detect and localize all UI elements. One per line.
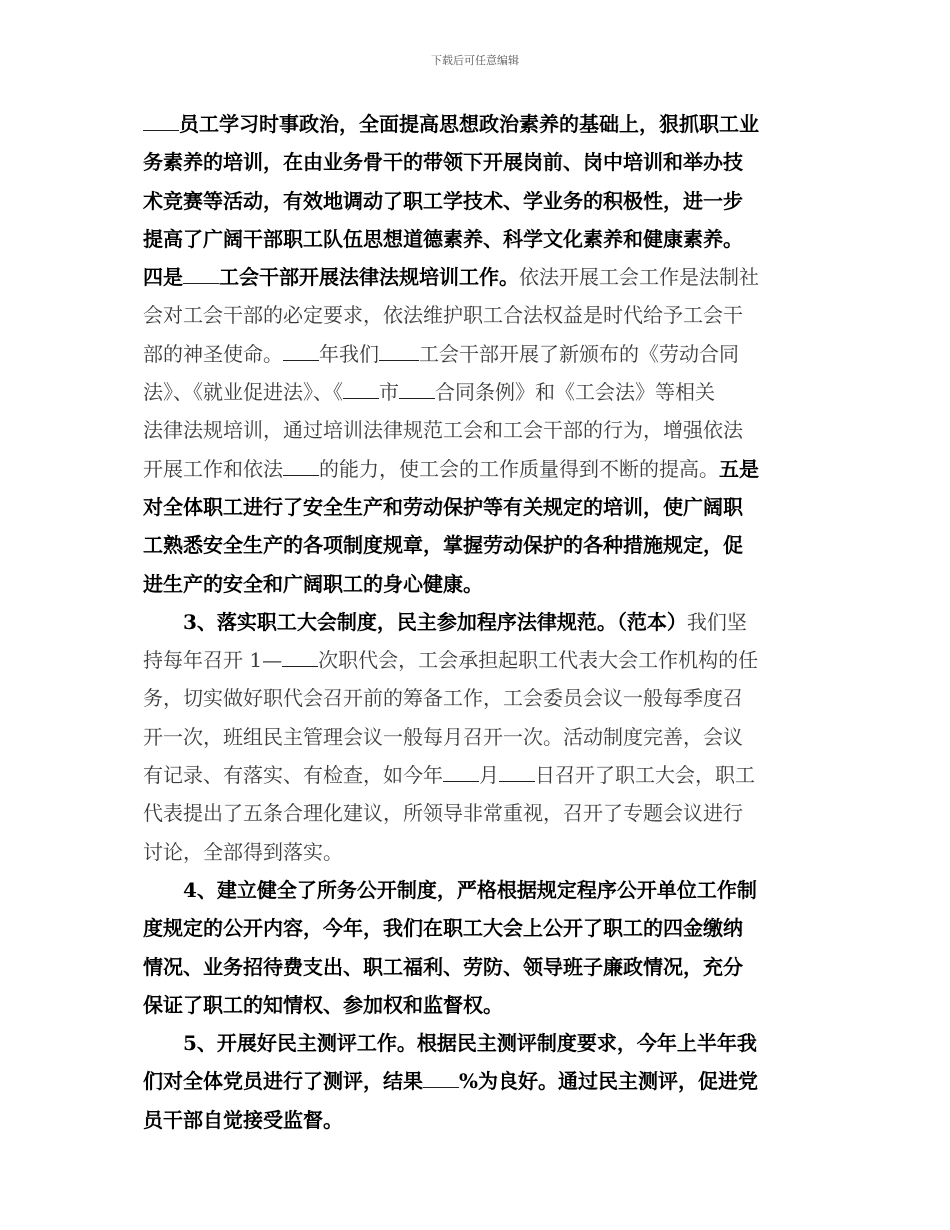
text-segment: 情况、业务招待费支出、职工福利、劳防、领导班子廉政情况，充分 [143, 954, 743, 979]
text-line [143, 143, 813, 181]
fill-in-blank [399, 380, 435, 399]
text-segment: 开一次，班组民主管理会议一般每月召开一次。活动制度完善，会议 [143, 724, 743, 749]
text-line [143, 411, 813, 449]
text-line [143, 871, 813, 909]
text-line [143, 335, 813, 373]
text-segment: 员工学习时事政治，全面提高思想政治素养的基础上，狠抓职工业 [179, 112, 759, 136]
text-segment: 工会干部开展法律法规培训工作。 [219, 265, 519, 290]
text-line [143, 756, 813, 794]
text-segment: 务，切实做好职代会召开前的筹备工作，工会委员会议一般每季度召 [143, 686, 743, 711]
text-line [143, 679, 813, 717]
text-line [143, 1062, 813, 1100]
text-segment: 持每年召开 1— [143, 648, 283, 673]
text-line [143, 565, 813, 603]
fill-in-blank [283, 457, 319, 476]
text-segment: 会对工会干部的必定要求，依法维护职工合法权益是时代给予工会干 [143, 303, 743, 328]
text-segment: 年我们 [319, 341, 379, 366]
text-line [143, 296, 813, 334]
text-line [143, 105, 813, 143]
fill-in-blank [379, 342, 419, 361]
text-segment: %为良好。通过民主测评，促进党 [459, 1069, 759, 1094]
text-segment: 度规定的公开内容，今年，我们在职工大会上公开了职工的四金缴纳 [143, 916, 743, 941]
text-segment: 工熟悉安全生产的各项制度规章，掌握劳动保护的各种措施规定，促 [143, 533, 743, 558]
text-segment: 五是 [719, 456, 759, 481]
text-segment: 术竞赛等活动，有效地调动了职工学技术、学业务的积极性，进一步 [143, 188, 743, 213]
text-line [143, 794, 813, 832]
text-segment: 进生产的安全和广阔职工的身心健康。 [143, 571, 483, 596]
text-line [143, 833, 813, 871]
text-line [143, 373, 813, 411]
fill-in-blank [499, 763, 535, 782]
text-segment: 月 [479, 763, 499, 788]
text-segment: 四是 [143, 265, 183, 290]
text-segment: 工会干部开展了新颁布的《劳动合同 [419, 341, 739, 366]
fill-in-blank [343, 380, 379, 399]
text-line [143, 488, 813, 526]
text-line [143, 1024, 813, 1062]
text-segment: 3、落实职工大会制度，民主参加程序法律规范。（范本） [183, 609, 687, 634]
text-line [143, 718, 813, 756]
fill-in-blank [183, 265, 219, 284]
text-line [143, 986, 813, 1024]
text-segment: 提高了广阔干部职工队伍思想道德素养、科学文化素养和健康素养。 [143, 226, 743, 251]
text-segment: 代表提出了五条合理化建议，所领导非常重视，召开了专题会议进行 [143, 801, 743, 826]
text-line [143, 220, 813, 258]
text-line [143, 526, 813, 564]
text-segment: 4、建立健全了所务公开制度，严格根据规定程序公开单位工作制 [183, 877, 757, 902]
text-line [143, 909, 813, 947]
text-segment: 部的神圣使命。 [143, 341, 283, 366]
text-line [143, 450, 813, 488]
text-segment: 们对全体党员进行了测评，结果 [143, 1069, 423, 1094]
text-segment: 法》、《就业促进法》、《 [143, 380, 343, 405]
text-segment: 合同条例》和《工会法》等相关 [435, 380, 715, 405]
page-header: 下载后可任意编辑 [431, 54, 519, 67]
text-line [143, 258, 813, 296]
fill-in-blank [443, 763, 479, 782]
text-segment: 次职代会，工会承担起职工代表大会工作机构的任 [318, 648, 759, 673]
text-line [143, 1101, 813, 1139]
text-line [143, 641, 813, 679]
fill-in-blank [423, 1069, 459, 1088]
text-line [143, 603, 813, 641]
fill-in-blank [282, 648, 318, 667]
text-segment: 开展工作和依法 [143, 456, 283, 481]
document-body [143, 105, 813, 1139]
text-line [143, 182, 813, 220]
text-segment: 保证了职工的知情权、参加权和监督权。 [143, 992, 503, 1017]
text-segment: 的能力，使工会的工作质量得到不断的提高。 [319, 456, 719, 481]
text-segment: 务素养的培训，在由业务骨干的带领下开展岗前、岗中培训和举办技 [143, 150, 743, 175]
text-line [143, 948, 813, 986]
text-segment: 员干部自觉接受监督。 [143, 1107, 343, 1132]
text-segment: 依法开展工会工作是法制社 [519, 265, 759, 290]
text-segment: 有记录、有落实、有检查，如今年 [143, 763, 443, 788]
text-segment: 5、开展好民主测评工作。根据民主测评制度要求，今年上半年我 [183, 1031, 757, 1056]
text-segment: 日召开了职工大会，职工 [535, 763, 755, 788]
text-segment: 对全体职工进行了安全生产和劳动保护等有关规定的培训，使广阔职 [143, 494, 743, 519]
fill-in-blank [143, 112, 179, 131]
fill-in-blank [283, 342, 319, 361]
text-segment: 市 [379, 380, 399, 405]
text-segment: 我们坚 [686, 609, 747, 634]
text-segment: 讨论，全部得到落实。 [143, 839, 343, 864]
text-segment: 法律法规培训，通过培训法律规范工会和工会干部的行为，增强依法 [143, 418, 743, 443]
